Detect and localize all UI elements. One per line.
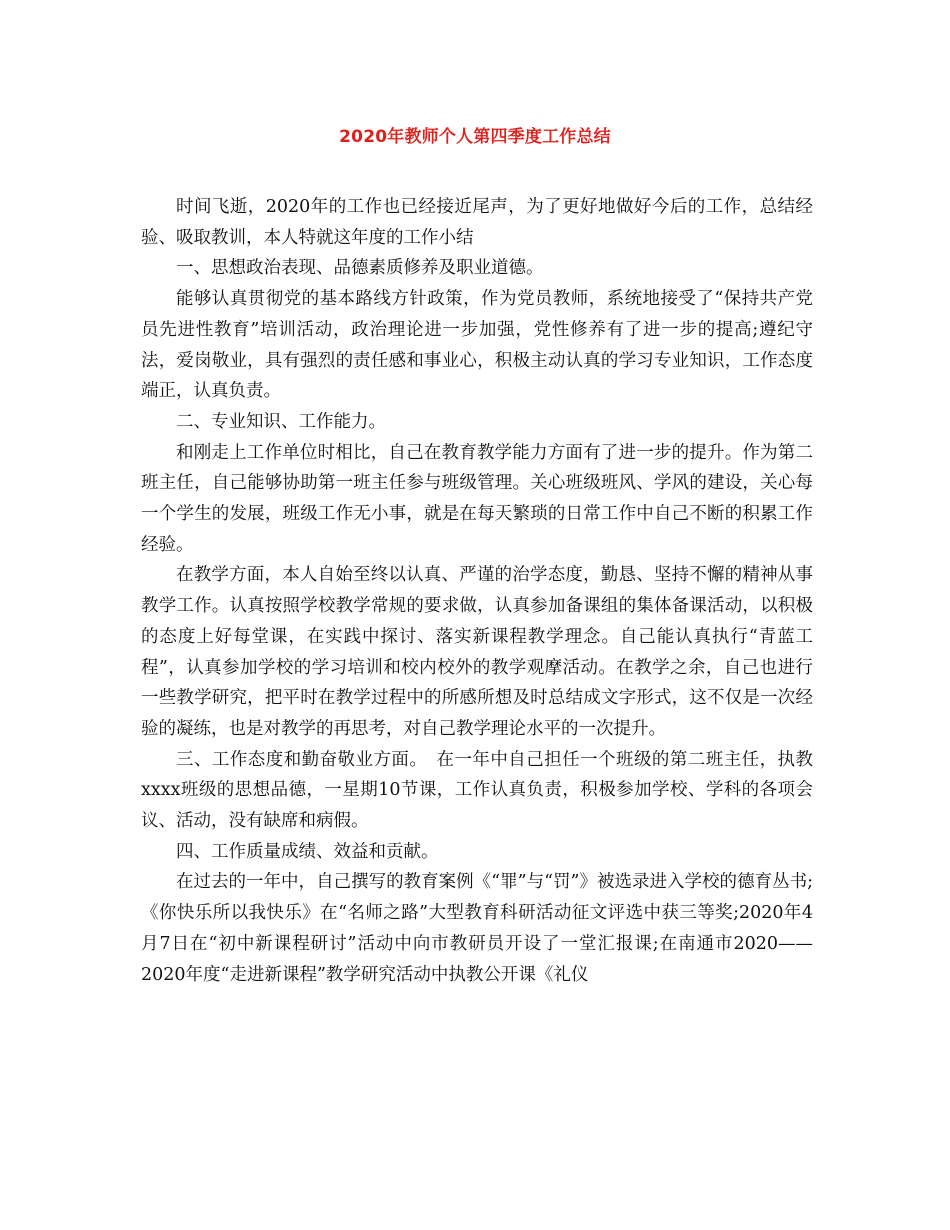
paragraph-achievements: 在过去的一年中，自己撰写的教育案例《“罪”与“罚”》被选录进入学校的德育丛书;《你快乐所以我快乐》在“名师之路”大型教育科研活动征文评选中获三等奖;2020年4月7日在“初中新课程研讨”活动中向市教研员开设了一堂汇报课;在南通市2020——2020年度“走进新课程”教学研究活动中执教公开课《礼仪: [141, 872, 813, 985]
paragraph-politics: 能够认真贯彻党的基本路线方针政策，作为党员教师，系统地接受了“保持共产党员先进性教育”培训活动，政治理论进一步加强，党性修养有了进一步的提高;遵纪守法，爱岗敬业，具有强烈的责任感和事业心，积极主动认真的学习专业知识，工作态度端正，认真负责。: [141, 289, 813, 402]
paragraph-ability: 和刚走上工作单位时相比，自己在教育教学能力方面有了进一步的提升。作为第二班主任，自己能够协助第一班主任参与班级管理。关心班级班风、学风的建设，关心每一个学生的发展，班级工作无小事，就是在每天繁琐的日常工作中自己不断的积累工作经验。: [141, 442, 813, 555]
paragraph-intro: 时间飞逝，2020年的工作也已经接近尾声，为了更好地做好今后的工作，总结经验、吸取教训，本人特就这年度的工作小结: [141, 197, 813, 248]
document-body: [141, 192, 813, 990]
document-title: 2020年教师个人第四季度工作总结: [339, 127, 611, 147]
section-heading-2: 二、专业知识、工作能力。: [176, 411, 386, 432]
paragraph-teaching: 在教学方面，本人自始至终以认真、严谨的治学态度，勤恳、坚持不懈的精神从事教学工作。认真按照学校教学常规的要求做，认真参加备课组的集体备课活动，以积极的态度上好每堂课，在实践中探讨、落实新课程教学理念。自己能认真执行“青蓝工程”，认真参加学校的学习培训和校内校外的教学观摩活动。在教学之余，自己也进行一些教学研究，把平时在教学过程中的所感所想及时总结成文字形式，这不仅是一次经验的凝练，也是对教学的再思考，对自己教学理论水平的一次提升。: [141, 565, 813, 739]
section-heading-4: 四、工作质量成绩、效益和贡献。: [176, 841, 439, 862]
section-heading-3: 三、工作态度和勤奋敬业方面。 在一年中自己担任一个班级的第二班主任，执教xxxx班级的思想品德，一星期10节课，工作认真负责，积极参加学校、学科的各项会议、活动，没有缺席和病假。: [141, 749, 813, 832]
section-heading-1: 一、思想政治表现、品德素质修养及职业道德。: [176, 258, 544, 279]
